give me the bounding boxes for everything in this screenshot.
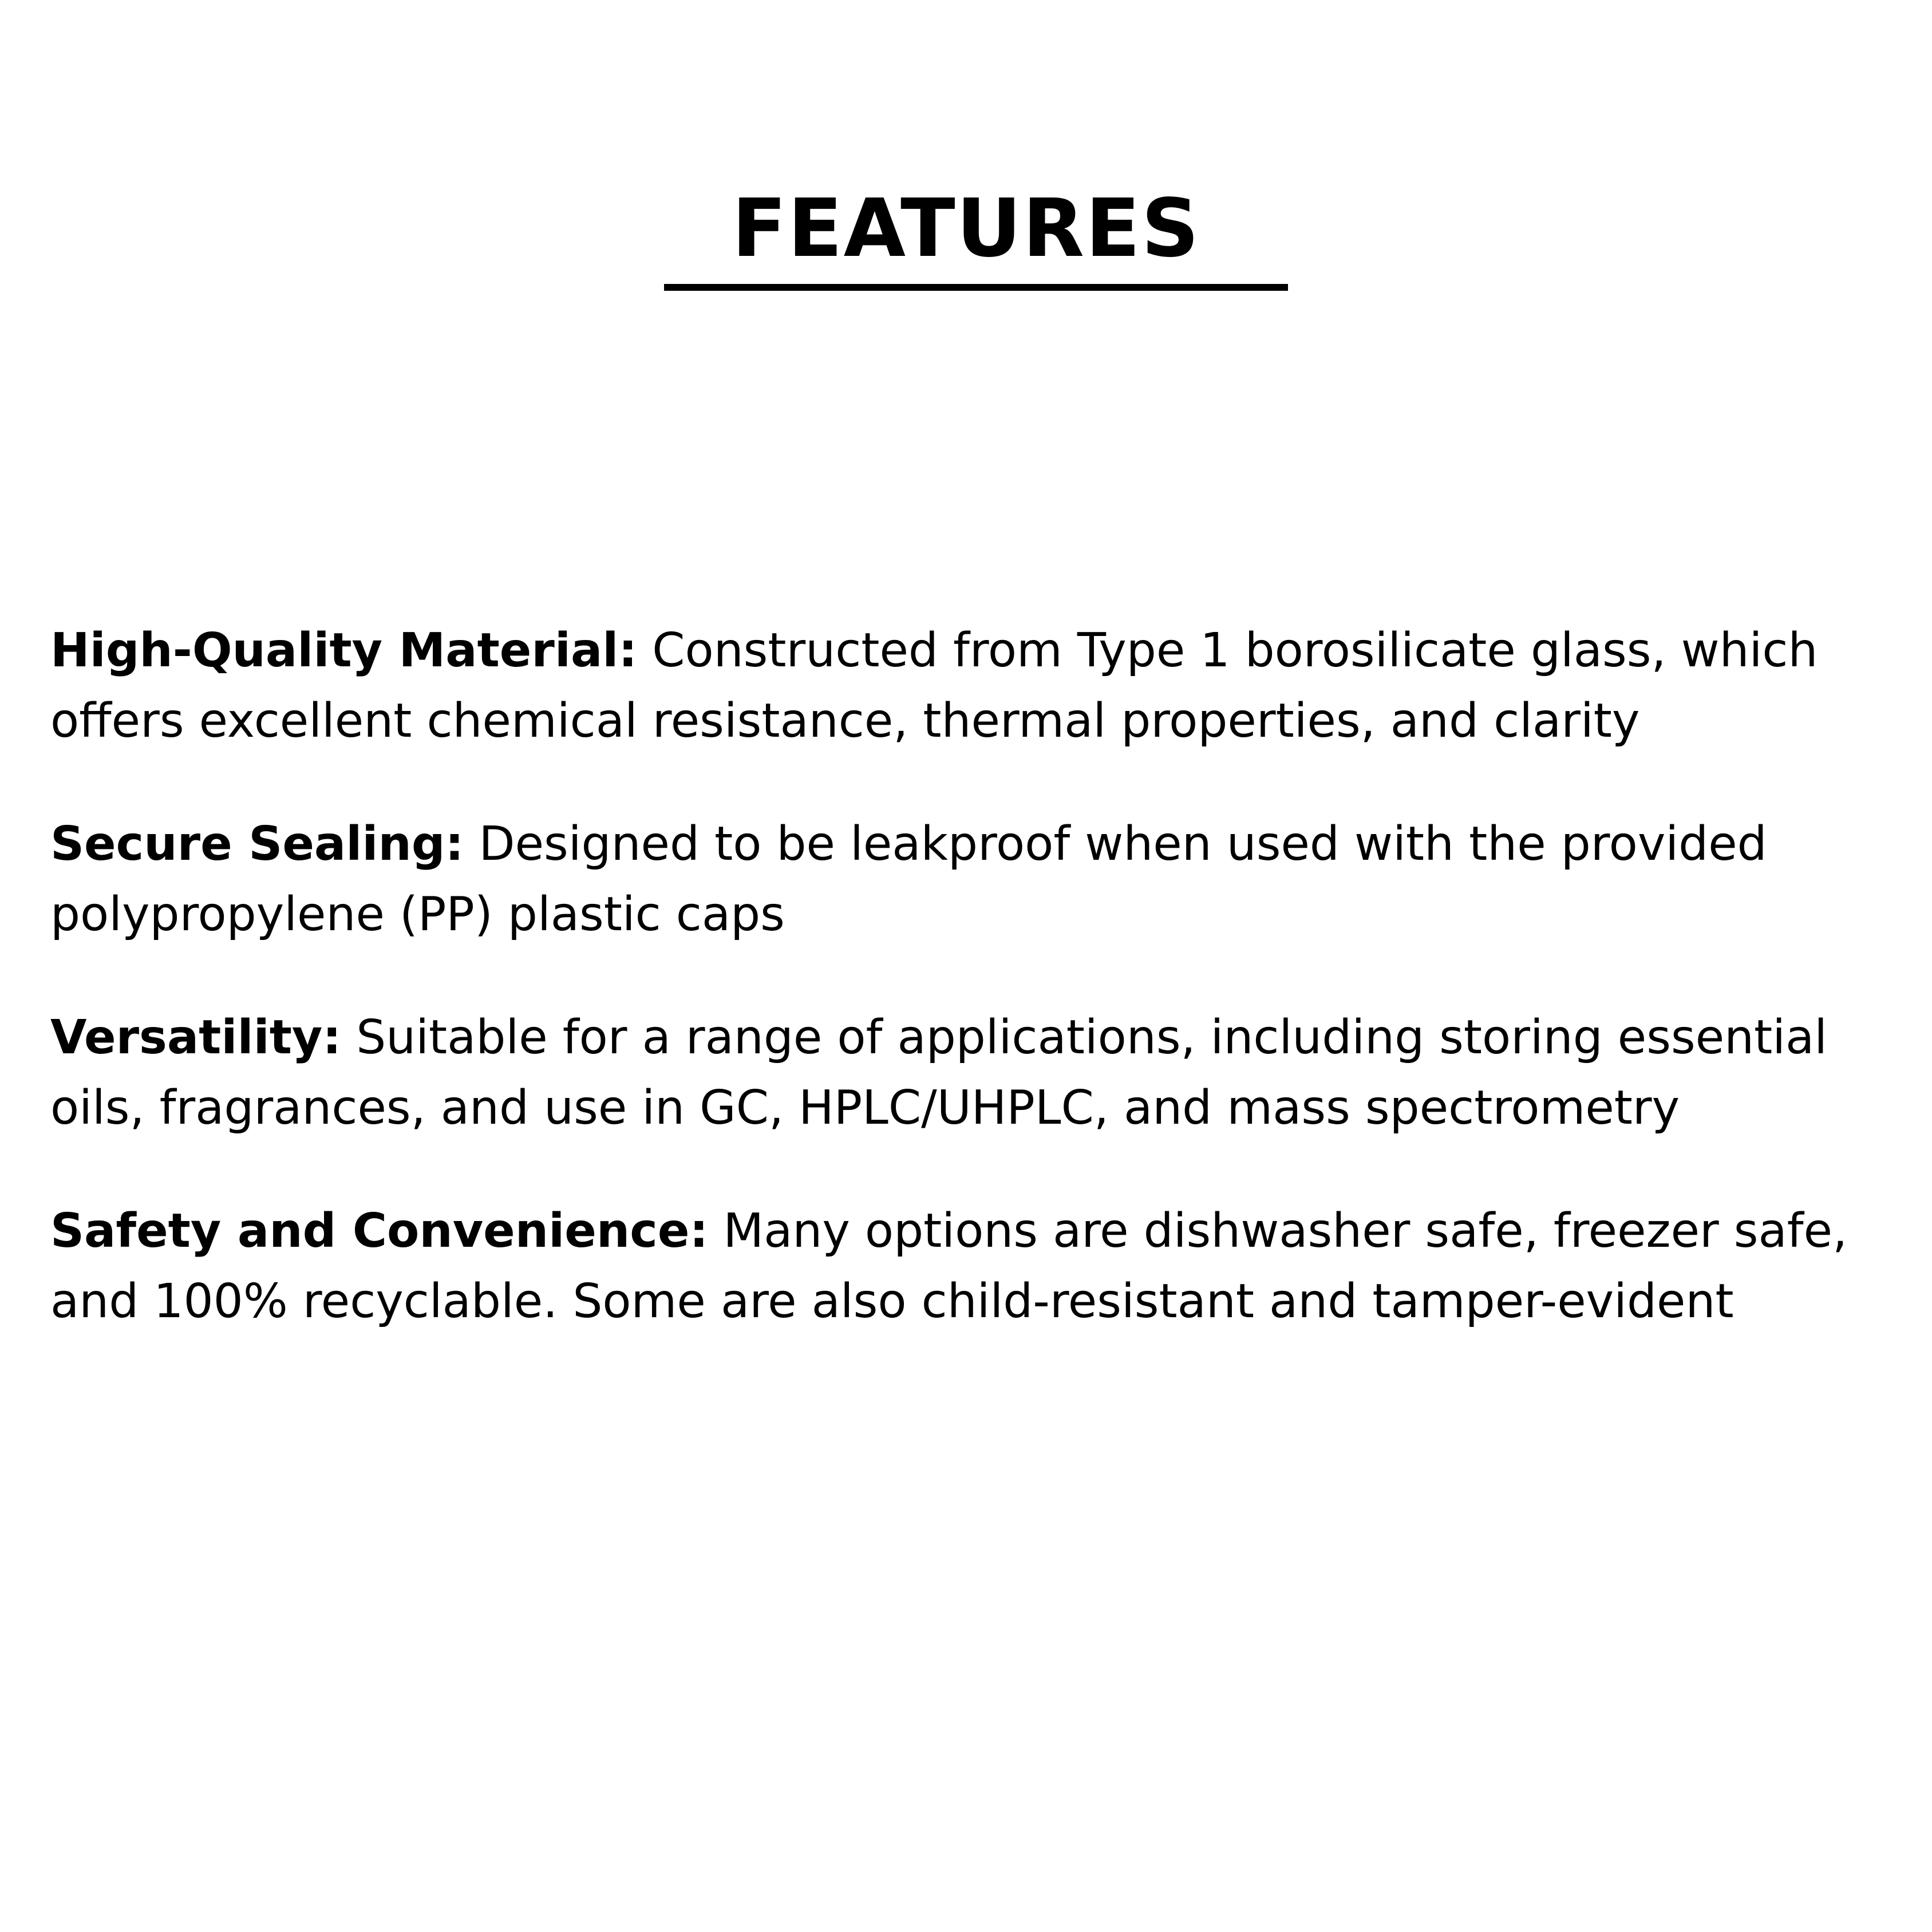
feature-item-sealing [50,809,1899,950]
feature-item-material [50,615,1899,756]
feature-item-safety [50,1196,1899,1337]
feature-label: High-Quality Material: [50,623,638,678]
features-list [50,615,1899,1389]
feature-text: Many options are dishwasher safe, freezer safe, and 100% recyclable. Some are also child-resistant and tamper-evident [50,1204,1848,1329]
feature-label: Secure Sealing: [50,817,464,871]
feature-text: Constructed from Type 1 borosilicate glass, which offers excellent chemical resistance, thermal properties, and clarity [50,623,1818,748]
feature-text: Suitable for a range of applications, including storing essential oils, fragrances, and use in GC, HPLC/UHPLC, and mass spectrometry [50,1010,1828,1135]
heading-underline [664,284,1288,291]
feature-label: Safety and Convenience: [50,1204,709,1258]
feature-item-versatility [50,1002,1899,1143]
page-title: FEATURES [732,182,1200,275]
feature-text: Designed to be leakproof when used with the provided polypropylene (PP) plastic caps [50,817,1767,942]
feature-label: Versatility: [50,1010,342,1065]
heading-container [0,182,1932,275]
